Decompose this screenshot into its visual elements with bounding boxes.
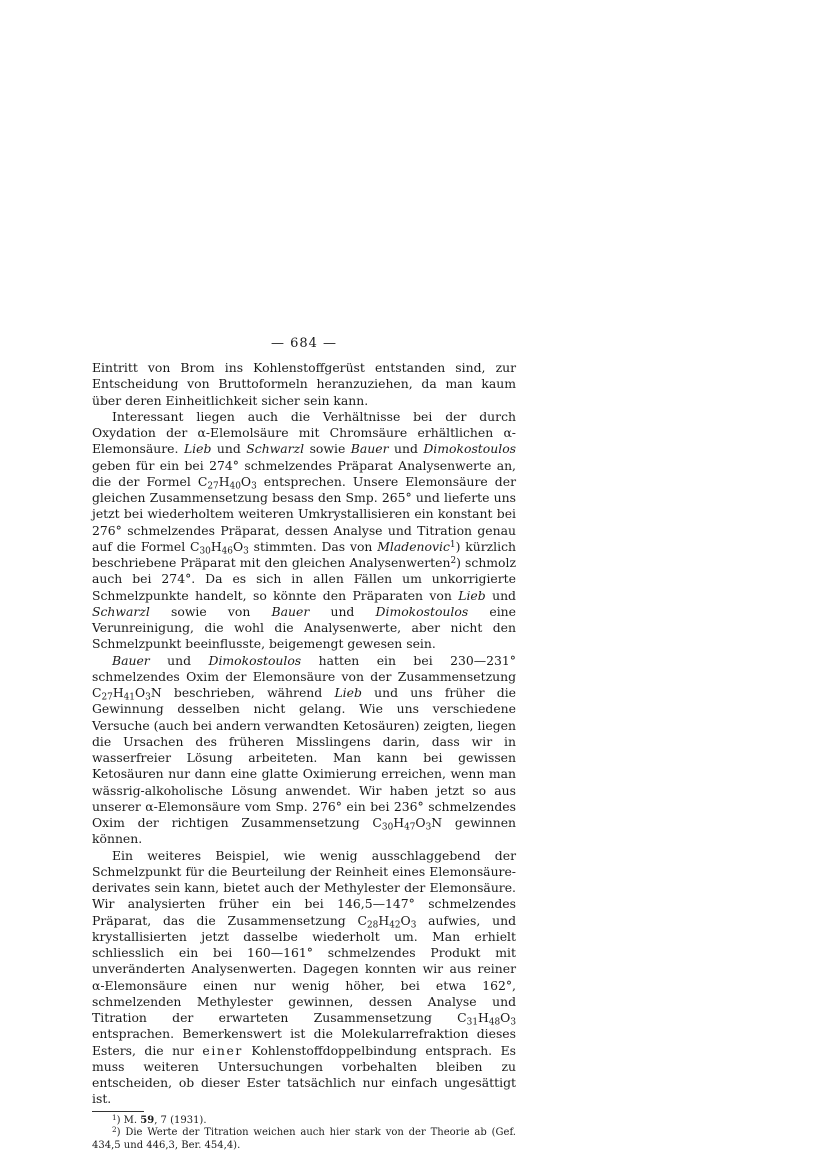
formula-element: O (500, 1010, 511, 1025)
formula-subscript: 30 (199, 546, 211, 557)
text-segment: und (309, 603, 376, 619)
text-segment: aufwies, und krystallisierten jetzt dasselbe wiederholt um. Man erhielt schliesslich ein bei 160—161° schmelzendes Produkt mit unveränderten Analysenwerten. Dagegen konnten wir aus reiner α-Elemonsäure einen nur wenig höher, bei etwa 162°, schmelzenden Methylester gewinnen, dessen Analyse und Titration der erwarteten Zusammensetzung C (92, 912, 516, 1025)
paragraph-3 (92, 653, 516, 848)
formula-subscript: 3 (510, 1017, 516, 1028)
author-name: Bauer (271, 603, 310, 619)
author-name: Bauer (350, 441, 389, 457)
text-segment: beschrieben, während (161, 685, 335, 700)
text-segment: Kohlenstoffdoppelbindung entsprach. Es muss weiteren Untersuchungen vorbehalten bleiben zu entscheiden, ob dieser Ester tatsächlich nur einfach ungesättigt ist. (92, 1042, 516, 1107)
formula-subscript: 47 (404, 822, 416, 833)
text-segment: Interessant liegen auch die Verhältnisse bei der durch Oxydation der α-Elemolsäure mit Chromsäure erhältlichen α-Elemonsäure. (92, 408, 516, 457)
footnote-divider (92, 1111, 144, 1112)
text-segment: und (149, 652, 209, 668)
journal-volume: 59 (140, 1114, 155, 1126)
author-name: Lieb (183, 441, 212, 457)
formula-subscript: 46 (221, 546, 233, 557)
footnote-text: ) M. (116, 1114, 141, 1126)
formula-subscript: 27 (207, 481, 219, 492)
footnote-ref: 2 (450, 555, 457, 566)
paragraph-text: Eintritt von Brom ins Kohlenstoffgerüst entstanden sind, zur Entscheidung von Bruttoformeln heranzuziehen, da man kaum über deren Einheitlichkeit sicher sein kann. (92, 360, 516, 408)
formula-element: H (210, 538, 222, 554)
formula-element: O (400, 912, 411, 928)
text-segment: stimmten. Das von (248, 538, 378, 554)
footnote-1 (92, 1112, 516, 1128)
paragraph-4 (92, 848, 516, 1108)
author-name: Dimokostoulos (208, 652, 302, 668)
author-name: Schwarzl (92, 603, 150, 619)
formula-element: H (218, 473, 230, 489)
formula-element: H (112, 685, 124, 700)
formula-element: O (415, 815, 426, 830)
text-segment: und (485, 587, 516, 603)
document-page (92, 336, 516, 1152)
text-segment: ) kürzlich beschriebene Präparat mit den gleichen Analysenwerten (92, 538, 516, 570)
footnote-mark: 2 (112, 1124, 117, 1134)
footnote-mark: 1 (112, 1112, 117, 1122)
text-segment: geben für ein bei 274° schmelzendes Präparat Analysenwerte an, die der Formel C (92, 457, 516, 489)
paragraph-1 (92, 360, 516, 409)
text-segment: und (388, 441, 424, 457)
author-name: Bauer (112, 652, 150, 668)
formula-element: O (232, 538, 244, 554)
formula-subscript: 3 (251, 481, 257, 492)
formula-subscript: 3 (243, 546, 249, 557)
author-name: Lieb (334, 685, 362, 700)
formula-subscript: 31 (466, 1017, 478, 1028)
author-name: Mladenovic (377, 538, 450, 554)
text-segment: entsprachen. Bemerkenswert ist die Molekularrefraktion dieses Esters, die nur (92, 1026, 516, 1058)
author-name: Dimokostoulos (375, 603, 469, 619)
page-number: — 684 — (270, 336, 338, 351)
formula-subscript: 30 (381, 822, 394, 833)
author-name: Lieb (458, 587, 486, 603)
emphasized-word: einer (202, 1042, 243, 1058)
footnote-ref: 1 (449, 539, 456, 550)
formula-subscript: 40 (229, 481, 241, 492)
formula-element: O (134, 685, 146, 700)
text-segment: sowie (304, 441, 351, 457)
text-segment: eine Verunreinigung, die wohl die Analysenwerte, aber nicht den Schmelzpunkt beeinflusste, beigemengt gewesen sein. (92, 603, 516, 652)
formula-subscript: 3 (145, 692, 151, 703)
formula-subscript: 27 (101, 692, 113, 703)
footnote-2 (92, 1124, 516, 1152)
formula-subscript: 3 (410, 919, 417, 930)
text-segment: Ein weiteres Beispiel, wie wenig ausschlaggebend der Schmelzpunkt für die Beurteilung der Reinheit eines Elemonsäure-derivates sein kann, bietet auch der Methylester der Elemonsäure. Wir analysierten früher ein bei 146,5—147° schmelzendes Präparat, das die Zusammensetzung C (92, 847, 516, 928)
footnote-text: ) Die Werte der Titration weichen auch hier stark von der Theorie ab (Gef. 434,5 und 446,3, Ber. 454,4). (92, 1127, 516, 1151)
formula-element: H (378, 912, 390, 928)
formula-element: N (431, 815, 443, 830)
text-segment: und uns früher die Gewinnung desselben nicht gelang. Wie uns verschiedene Versuche (auch bei andern verwandten Ketosäuren) zeigten, liegen die Ursachen des früheren Misslingens darin, dass wir in wasserfreier Lösung arbeiteten. Man kann bei gewissen Ketosäuren nur dann eine glatte Oximierung erreichen, wenn man wässrig-alkoholische Lösung anwendet. Wir haben jetzt so aus unserer α-Elemonsäure vom Smp. 276° ein bei 236° schmelzendes Oxim der richtigen Zusammensetzung C (92, 685, 517, 830)
formula-subscript: 41 (123, 692, 135, 703)
author-name: Schwarzl (246, 441, 305, 457)
text-segment: entsprechen. Unsere Elemonsäure der gleichen Zusammensetzung besass den Smp. 265° und lieferte uns jetzt bei wiederholtem weiteren Umkrystallisieren ein konstant bei 276° schmelzendes Präparat, dessen Analyse und Titration genau auf die Formel C (92, 473, 516, 554)
formula-element: H (478, 1010, 489, 1025)
footnote-text: , 7 (1931). (154, 1114, 207, 1126)
formula-subscript: 42 (389, 919, 401, 930)
paragraph-2 (92, 409, 516, 653)
formula-element: O (240, 473, 252, 489)
formula-subscript: 48 (488, 1017, 501, 1028)
formula-element: H (393, 815, 405, 830)
text-segment: hatten ein bei 230—231° schmelzendes Oxim der Elemonsäure von der Zusammensetzung C (92, 652, 516, 700)
formula-subscript: 28 (367, 919, 379, 930)
author-name: Dimokostoulos (423, 441, 517, 457)
text-segment: sowie von (149, 603, 272, 619)
text-segment: gewinnen können. (92, 815, 517, 847)
text-segment: und (211, 441, 247, 457)
formula-element: N (150, 685, 162, 700)
text-segment: ) schmolz auch bei 274°. Da es sich in allen Fällen um unkorrigierte Schmelzpunkte handelt, so könnte den Präparaten von (92, 555, 516, 603)
formula-subscript: 3 (425, 822, 432, 833)
